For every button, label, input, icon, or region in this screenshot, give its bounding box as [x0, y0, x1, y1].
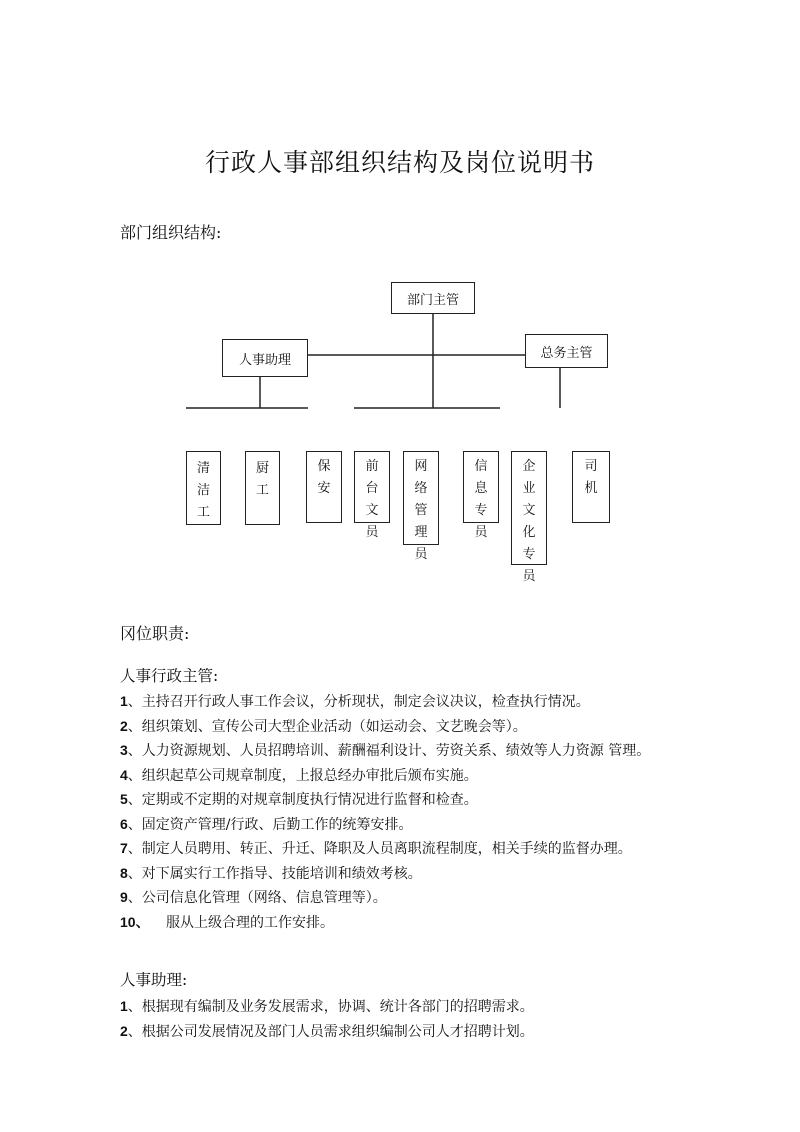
org-role-char: 司 [584, 459, 598, 474]
org-box-label: 总务主管 [540, 345, 593, 361]
list-item [120, 715, 680, 740]
org-role-char: 管 [414, 503, 428, 518]
org-role-char: 专 [474, 503, 488, 518]
item-number: 1 [120, 998, 128, 1014]
list-item [120, 995, 680, 1020]
item-text: 、根据公司发展情况及部门人员需求组织编制公司人才招聘计划。 [127, 1023, 534, 1040]
org-role-char: 员 [522, 569, 536, 584]
section-heading-hr-assistant: 人事助理: [120, 971, 188, 989]
list-item [120, 813, 680, 838]
item-text: 服从上级合理的工作安排。 [166, 914, 334, 931]
org-role-char: 机 [584, 481, 598, 496]
list-item [120, 739, 680, 764]
org-role-char: 文 [365, 503, 379, 518]
item-text: 、对下属实行工作指导、技能培训和绩效考核。 [127, 865, 422, 882]
org-box-manager [391, 282, 475, 314]
org-role-char: 工 [196, 505, 210, 520]
item-text: 、定期或不定期的对规章制度执行情况进行监督和检查。 [127, 792, 478, 808]
item-number: 2 [120, 717, 128, 734]
org-role-char: 络 [414, 481, 428, 496]
list-item [120, 911, 680, 936]
structure-label: 部门组织结构: [120, 223, 222, 242]
list-item [120, 690, 680, 715]
org-role-char: 化 [522, 525, 536, 540]
item-text: 、公司信息化管理（网络、信息管理等）。 [127, 890, 387, 906]
org-role-char: 员 [414, 547, 428, 562]
org-role-char: 理 [414, 525, 428, 540]
section-heading-admin-head: 人事行政主管: [120, 667, 219, 685]
item-text: 、组织策划、宣传公司大型企业活动（如运动会、文艺晚会等）。 [127, 718, 527, 735]
item-number: 4 [120, 766, 128, 783]
item-number: 3 [120, 742, 128, 758]
org-box-hr-assistant [222, 339, 308, 377]
document-title: 行政人事部组织结构及岗位说明书 [204, 148, 595, 177]
org-role-cleaner [186, 451, 221, 525]
org-role-security [306, 451, 342, 523]
org-role-char: 前 [365, 459, 379, 474]
org-role-char: 业 [522, 481, 536, 496]
list-item [120, 886, 680, 911]
org-box-label: 部门主管 [406, 292, 459, 308]
org-role-char: 网 [414, 459, 428, 474]
item-number: 1 [120, 693, 128, 709]
list-item [120, 862, 680, 887]
org-role-char: 文 [522, 503, 536, 518]
org-role-char: 安 [317, 481, 331, 496]
item-number: 7 [120, 840, 128, 856]
org-role-char: 信 [474, 459, 488, 474]
list-item [120, 837, 680, 862]
item-number: 9 [120, 889, 128, 905]
org-role-info-specialist [463, 451, 499, 540]
item-text: 、组织起草公司规章制度，上报总经办审批后颁布实施。 [127, 767, 478, 784]
org-box-general-affairs [525, 334, 608, 368]
item-text: 、固定资产管理/行政、后勤工作的统筹安排。 [127, 816, 413, 833]
item-number: 10、 [120, 913, 150, 930]
org-box-label: 人事助理 [238, 352, 291, 368]
list-item [120, 1020, 680, 1045]
item-number: 8 [120, 864, 128, 881]
org-role-char: 员 [474, 525, 488, 540]
admin-head-duties-list [120, 690, 680, 935]
item-text: 、根据现有编制及业务发展需求，协调、统计各部门的招聘需求。 [127, 999, 534, 1015]
org-role-culture-specialist [511, 451, 547, 584]
list-item [120, 788, 680, 813]
item-number: 2 [120, 1022, 128, 1039]
org-role-char: 洁 [196, 483, 210, 498]
item-text: 、制定人员聘用、转正、升迁、降职及人员离职流程制度，相关手续的监督办理。 [127, 841, 632, 857]
list-item [120, 764, 680, 789]
org-role-char: 清 [196, 461, 210, 476]
duties-label: 冈位职责: [120, 624, 190, 643]
item-text: 、人力资源规划、人员招聘培训、薪酬福利设计、劳资关系、绩效等人力资源 管理。 [127, 743, 651, 759]
item-number: 6 [120, 815, 128, 832]
org-role-char: 企 [522, 459, 536, 474]
hr-assistant-duties-list [120, 995, 680, 1044]
org-role-char: 员 [365, 525, 379, 540]
item-text: 、主持召开行政人事工作会议，分析现状，制定会议决议，检查执行情况。 [127, 694, 590, 710]
org-role-char: 台 [365, 481, 379, 496]
org-role-reception [354, 451, 390, 540]
item-number: 5 [120, 791, 128, 807]
org-role-driver [572, 451, 610, 523]
org-role-char: 厨 [255, 461, 269, 476]
org-role-char: 息 [474, 481, 488, 496]
org-role-network-admin [403, 451, 439, 562]
org-role-char: 专 [522, 547, 536, 562]
org-role-char: 保 [317, 459, 331, 474]
org-role-cook [245, 451, 280, 525]
org-role-char: 工 [255, 483, 269, 498]
